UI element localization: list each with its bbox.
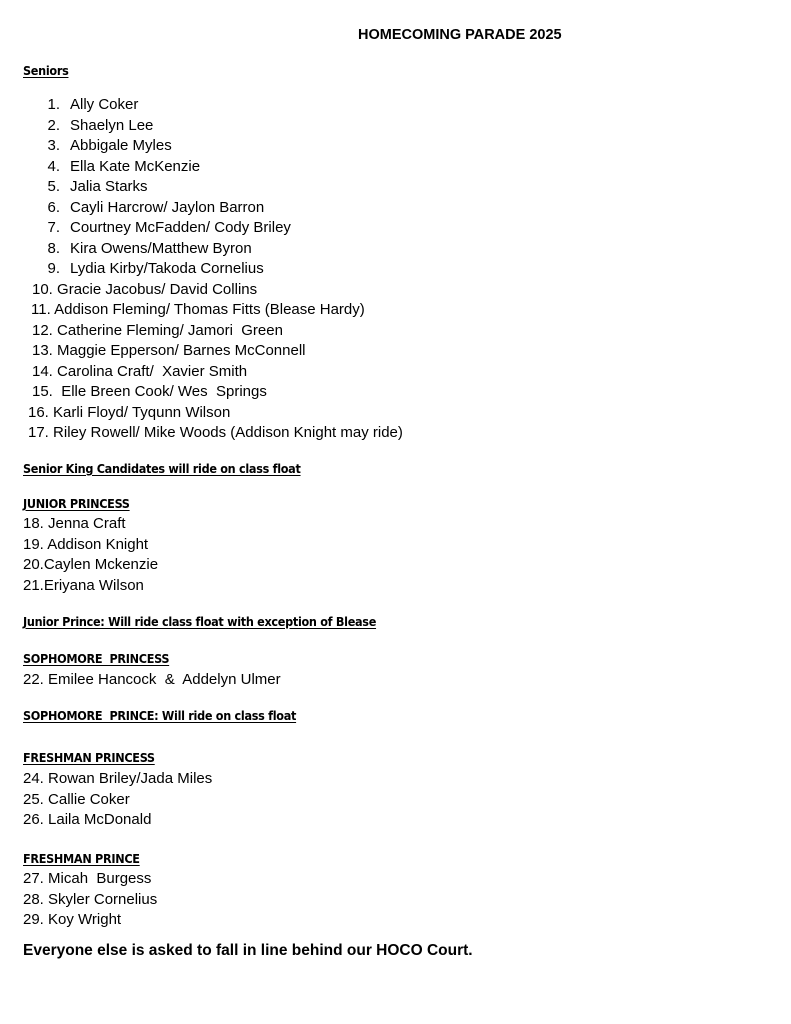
list-item: 3. Abbigale Myles [47,137,172,154]
seniors-heading: Seniors [23,63,69,78]
senior-king-note: Senior King Candidates will ride on class float [23,461,301,476]
list-item: 19. Addison Knight [23,536,149,553]
list-item: 21.Eriyana Wilson [23,577,144,594]
list-item: 17. Riley Rowell/ Mike Woods (Addison Knight may ride) [28,424,403,441]
list-item: 7. Courtney McFadden/ Cody Briley [47,219,291,236]
freshman-princess-heading: FRESHMAN PRINCESS [23,750,155,765]
freshman-prince-heading: FRESHMAN PRINCE [23,851,140,866]
list-item: 4. Ella Kate McKenzie [47,158,201,175]
list-item: 15. Elle Breen Cook/ Wes Springs [32,383,267,400]
list-item: 11. Addison Fleming/ Thomas Fitts (Blease Hardy) [31,301,365,318]
list-item: 28. Skyler Cornelius [23,891,158,908]
list-item: 29. Koy Wright [23,911,122,928]
list-item: 18. Jenna Craft [23,515,126,532]
list-item: 10. Gracie Jacobus/ David Collins [32,281,258,298]
junior-princess-heading: JUNIOR PRINCESS [23,496,130,511]
list-item: 1. Ally Coker [47,96,139,113]
list-item: 24. Rowan Briley/Jada Miles [23,770,213,787]
list-item: 16. Karli Floyd/ Tyqunn Wilson [28,404,231,421]
sophomore-princess-heading: SOPHOMORE PRINCESS [23,651,170,666]
sophomore-prince-note: SOPHOMORE PRINCE: Will ride on class float [23,708,297,723]
list-item: 12. Catherine Fleming/ Jamori Green [32,322,283,339]
list-item: 8. Kira Owens/Matthew Byron [47,240,252,257]
list-item: 25. Callie Coker [23,791,130,808]
document-title: HOMECOMING PARADE 2025 [358,27,562,43]
closing-note: Everyone else is asked to fall in line behind our HOCO Court. [23,942,473,959]
list-item: 14. Carolina Craft/ Xavier Smith [32,363,248,380]
list-item: 13. Maggie Epperson/ Barnes McConnell [32,342,306,359]
list-item: 6. Cayli Harcrow/ Jaylon Barron [47,199,265,216]
list-item: 5. Jalia Starks [47,178,148,195]
junior-prince-note: Junior Prince: Will ride class float with exception of Blease [23,614,377,629]
list-item: 20.Caylen Mckenzie [23,556,159,573]
list-item: 22. Emilee Hancock & Addelyn Ulmer [23,671,281,688]
list-item: 26. Laila McDonald [23,811,152,828]
list-item: 2. Shaelyn Lee [47,117,154,134]
list-item: 27. Micah Burgess [23,870,152,887]
list-item: 9. Lydia Kirby/Takoda Cornelius [47,260,264,277]
